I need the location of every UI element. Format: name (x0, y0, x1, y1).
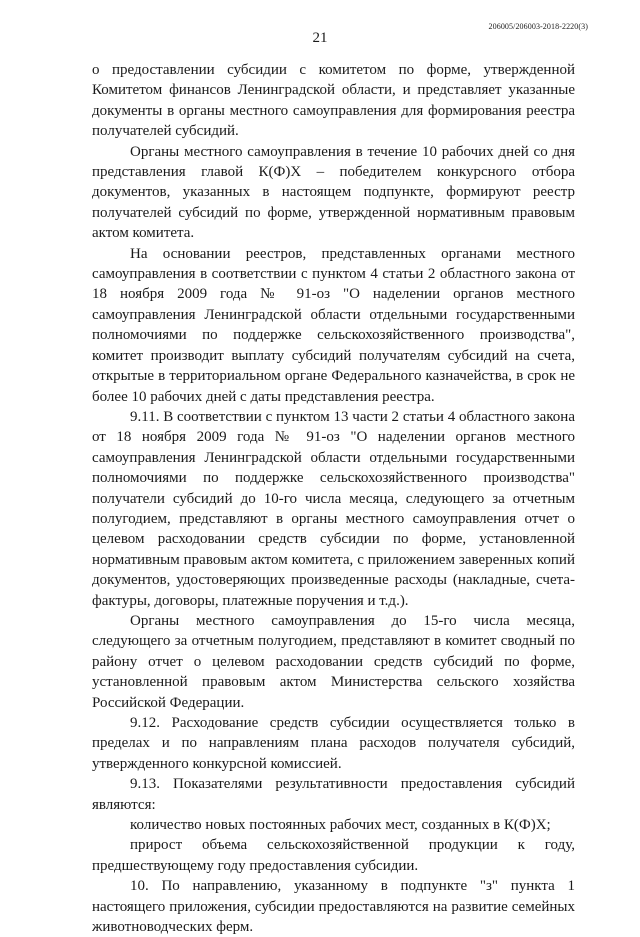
document-code: 206005/206003-2018-2220(3) (488, 22, 588, 31)
paragraph-registry-formation: Органы местного самоуправления в течение 10 рабочих дней со дня представления главой К(Ф)Х – победителем конкурсного отбора документов, указанных в настоящем подпункте, формируют реестр получателей субсидий по форме, утвержденной нормативным правовым актом комитета. (92, 143, 575, 242)
paragraph-9-12: 9.12. Расходование средств субсидии осуществляется только в пределах и по направлениям плана расходов получателя субсидий, утвержденного конкурсной комиссией. (92, 715, 575, 772)
paragraph-indicator-jobs: количество новых постоянных рабочих мест, созданных в К(Ф)Х; (130, 817, 551, 834)
paragraph-9-13: 9.13. Показателями результативности предоставления субсидий являются: (92, 776, 575, 813)
paragraph-indicator-production: прирост объема сельскохозяйственной продукции к году, предшествующему году предоставления субсидии. (92, 837, 575, 874)
paragraph-subsidy-agreement: о предоставлении субсидии с комитетом по форме, утвержденной Комитетом финансов Ленинградской области, и представляет указанные документы в органы местного самоуправления для формирования реестра получателей субсидий. (92, 62, 575, 140)
paragraph-10: 10. По направлению, указанному в подпункте "з" пункта 1 настоящего приложения, субсидии предоставляются на развитие семейных животноводческих ферм. (92, 878, 575, 936)
page-number: 21 (312, 30, 328, 46)
paragraph-summary-report: Органы местного самоуправления до 15-го числа месяца, следующего за отчетным полугодием, представляют в комитет сводный по району отчет о целевом расходовании средств субсидий по форме, установленной правовым актом Министерства сельского хозяйства Российской Федерации. (92, 612, 575, 711)
document-body (92, 60, 575, 937)
paragraph-payment: На основании реестров, представленных органами местного самоуправления в соответствии с пунктом 4 статьи 2 областного закона от 18 ноября 2009 года № 91-оз "О наделении органов местного самоуправления Ленинградской области отдельными государственными полномочиями по поддержке сельскохозяйственного производства", комитет производит выплату субсидий получателям субсидий на счета, открытые в территориальном органе Федерального казначейства, в срок не более 10 рабочих дней с даты представления реестра. (92, 245, 575, 405)
paragraph-9-11: 9.11. В соответствии с пунктом 13 части 2 статьи 4 областного закона от 18 ноября 2009 года № 91-оз "О наделении органов местного самоуправления Ленинградской области отдельными государственными полномочиями по поддержке сельскохозяйственного производства" получатели субсидий до 10-го числа месяца, следующего за отчетным полугодием, представляют в органы местного самоуправления отчет о целевом расходовании средств субсидии по форме, установленной нормативным правовым актом комитета, с приложением заверенных копий документов, удостоверяющих произведенные расходы (накладные, счета-фактуры, договоры, платежные поручения и т.д.). (92, 408, 575, 609)
